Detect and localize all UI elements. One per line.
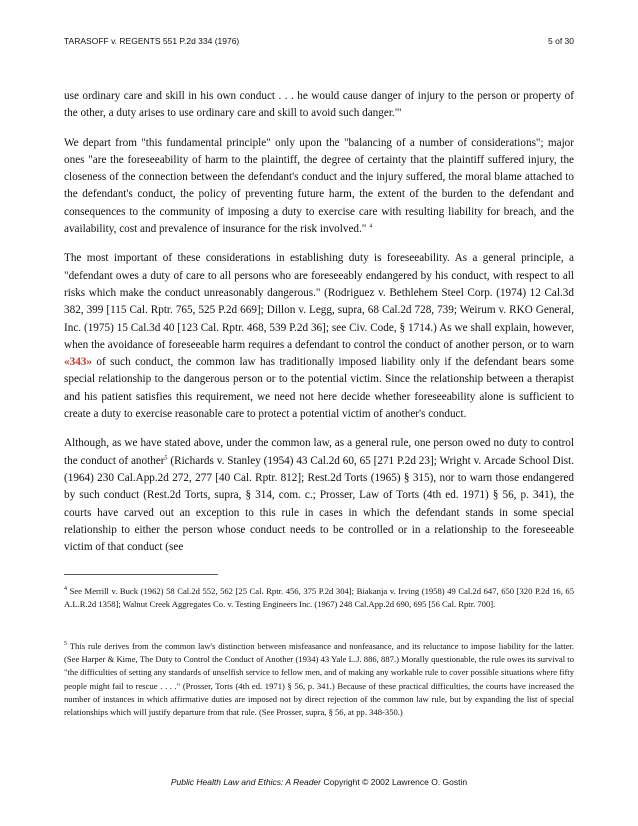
footnote-text: This rule derives from the common law's distinction between misfeasance and nonfeasance, and its reluctance to impose liability for the latter. (See Harper & Kime, The Duty to Control the Conduct of Another (1934) 43 Yale L.J. 886, 887.) Morally questionable, the rule owes its survival to "the difficulties of setting any standards of unselfish service to fellow men, and of making any workable rule to cover possible situations where fifty people might fail to rescue . . . ." (Prosser, Torts (4th ed. 1971) § 56, p. 341.) Because of these practical difficulties, the courts have increased the number of instances in which affirmative duties are imposed not by direct rejection of the common law rule, but by expanding the list of special relationships which will justify departure from that rule. (See Prosser, supra, § 56, at pp. 348-350.) (64, 641, 574, 718)
paragraph-text: of such conduct, the common law has traditionally imposed liability only if the defendant bears some special relationship to the dangerous person or to the potential victim. Since the relationship between a therapist and his patient satisfies this requirement, we need not here decide whether foreseeability alone is sufficient to create a duty to exercise reasonable care to protect a potential victim of another's conduct. (64, 356, 574, 421)
footnote-divider (64, 574, 218, 575)
page-footer (0, 777, 638, 787)
footnote-number: 5 (64, 641, 67, 648)
footnote-marker[interactable]: 5 (164, 454, 168, 461)
document-body (64, 88, 574, 568)
footnote-number: 4 (64, 586, 67, 593)
footnote-text: See Merrill v. Buck (1962) 58 Cal.2d 552, 562 [25 Cal. Rptr. 456, 375 P.2d 304]; Biakanja v. Irving (1958) 49 Cal.2d 647, 650 [320 P.2d 16, 65 A.L.R.2d 1358]; Walnut Creek Aggregates Co. v. Testing Engineers Inc. (1967) 248 Cal.App.2d 690, 695 [56 Cal. Rptr. 700]. (64, 586, 574, 610)
paragraph (64, 435, 574, 556)
paragraph-text: The most important of these considerations in establishing duty is foreseeability. As a general principle, a "defendant owes a duty of care to all persons who are foreseeably endangered by his conduct, with respect to all risks which make the conduct unreasonably dangerous." (Rodriguez v. Bethlehem Steel Corp. (1974) 12 Cal.3d 382, 399 [115 Cal. Rptr. 765, 525 P.2d 669]; Dillon v. Legg, supra, 68 Cal.2d 728, 739; Weirum v. RKO General, Inc. (1975) 15 Cal.3d 40 [123 Cal. Rptr. 468, 539 P.2d 36]; see Civ. Code, § 1714.) As we shall explain, however, when the avoidance of foreseeable harm requires a defendant to control the conduct of another person, or to warn (64, 252, 574, 351)
footnote-5 (64, 640, 574, 719)
paragraph-text: Although, as we have stated above, under the common law, as a general rule, one person owed no duty to control the conduct of another (64, 437, 574, 467)
paragraph-text: (Richards v. Stanley (1954) 43 Cal.2d 60, 65 [271 P.2d 23]; Wright v. Arcade School Dist. (1964) 230 Cal.App.2d 272, 277 [40 Cal. Rptr. 812]; Rest.2d Torts (1965) § 315), nor to warn those endangered by such conduct (Rest.2d Torts, supra, § 314, com. c.; Prosser, Law of Torts (4th ed. 1971) § 56, p. 341), the courts have carved out an exception to this rule in cases in which the defendant stands in some special relationship to either the person whose conduct needs to be controlled or in a relationship to the foreseeable victim of that conduct (see (64, 454, 574, 554)
page-reference: «343» (64, 356, 92, 369)
footer-title: Public Health Law and Ethics: A Reader (170, 777, 321, 787)
footer-copyright: Copyright © 2002 Lawrence O. Gostin (320, 777, 468, 787)
footnote-marker[interactable]: 4 (369, 223, 373, 230)
paragraph-text: We depart from "this fundamental principle" only upon the "balancing of a number of considerations"; major ones "are the foreseeability of harm to the plaintiff, the degree of certainty that the plaintiff suffered injury, the closeness of the connection between the defendant's conduct and the injury suffered, the moral blame attached to the defendant's conduct, the policy of preventing future harm, the extent of the burden to the defendant and consequences to the community of imposing a duty to exercise care with resulting liability for breach, and the availability, cost and prevalence of insurance for the risk involved." (64, 136, 574, 236)
case-citation-header: TARASOFF v. REGENTS 551 P.2d 334 (1976) (64, 36, 240, 46)
page-header (64, 36, 574, 50)
paragraph (64, 250, 574, 423)
paragraph (64, 135, 574, 239)
paragraph: use ordinary care and skill in his own conduct . . . he would cause danger of injury to the person or property of the other, a duty arises to use ordinary care and skill to avoid such danger."' (64, 90, 574, 120)
footnote-4 (64, 585, 574, 611)
page-number: 5 of 30 (548, 36, 574, 46)
